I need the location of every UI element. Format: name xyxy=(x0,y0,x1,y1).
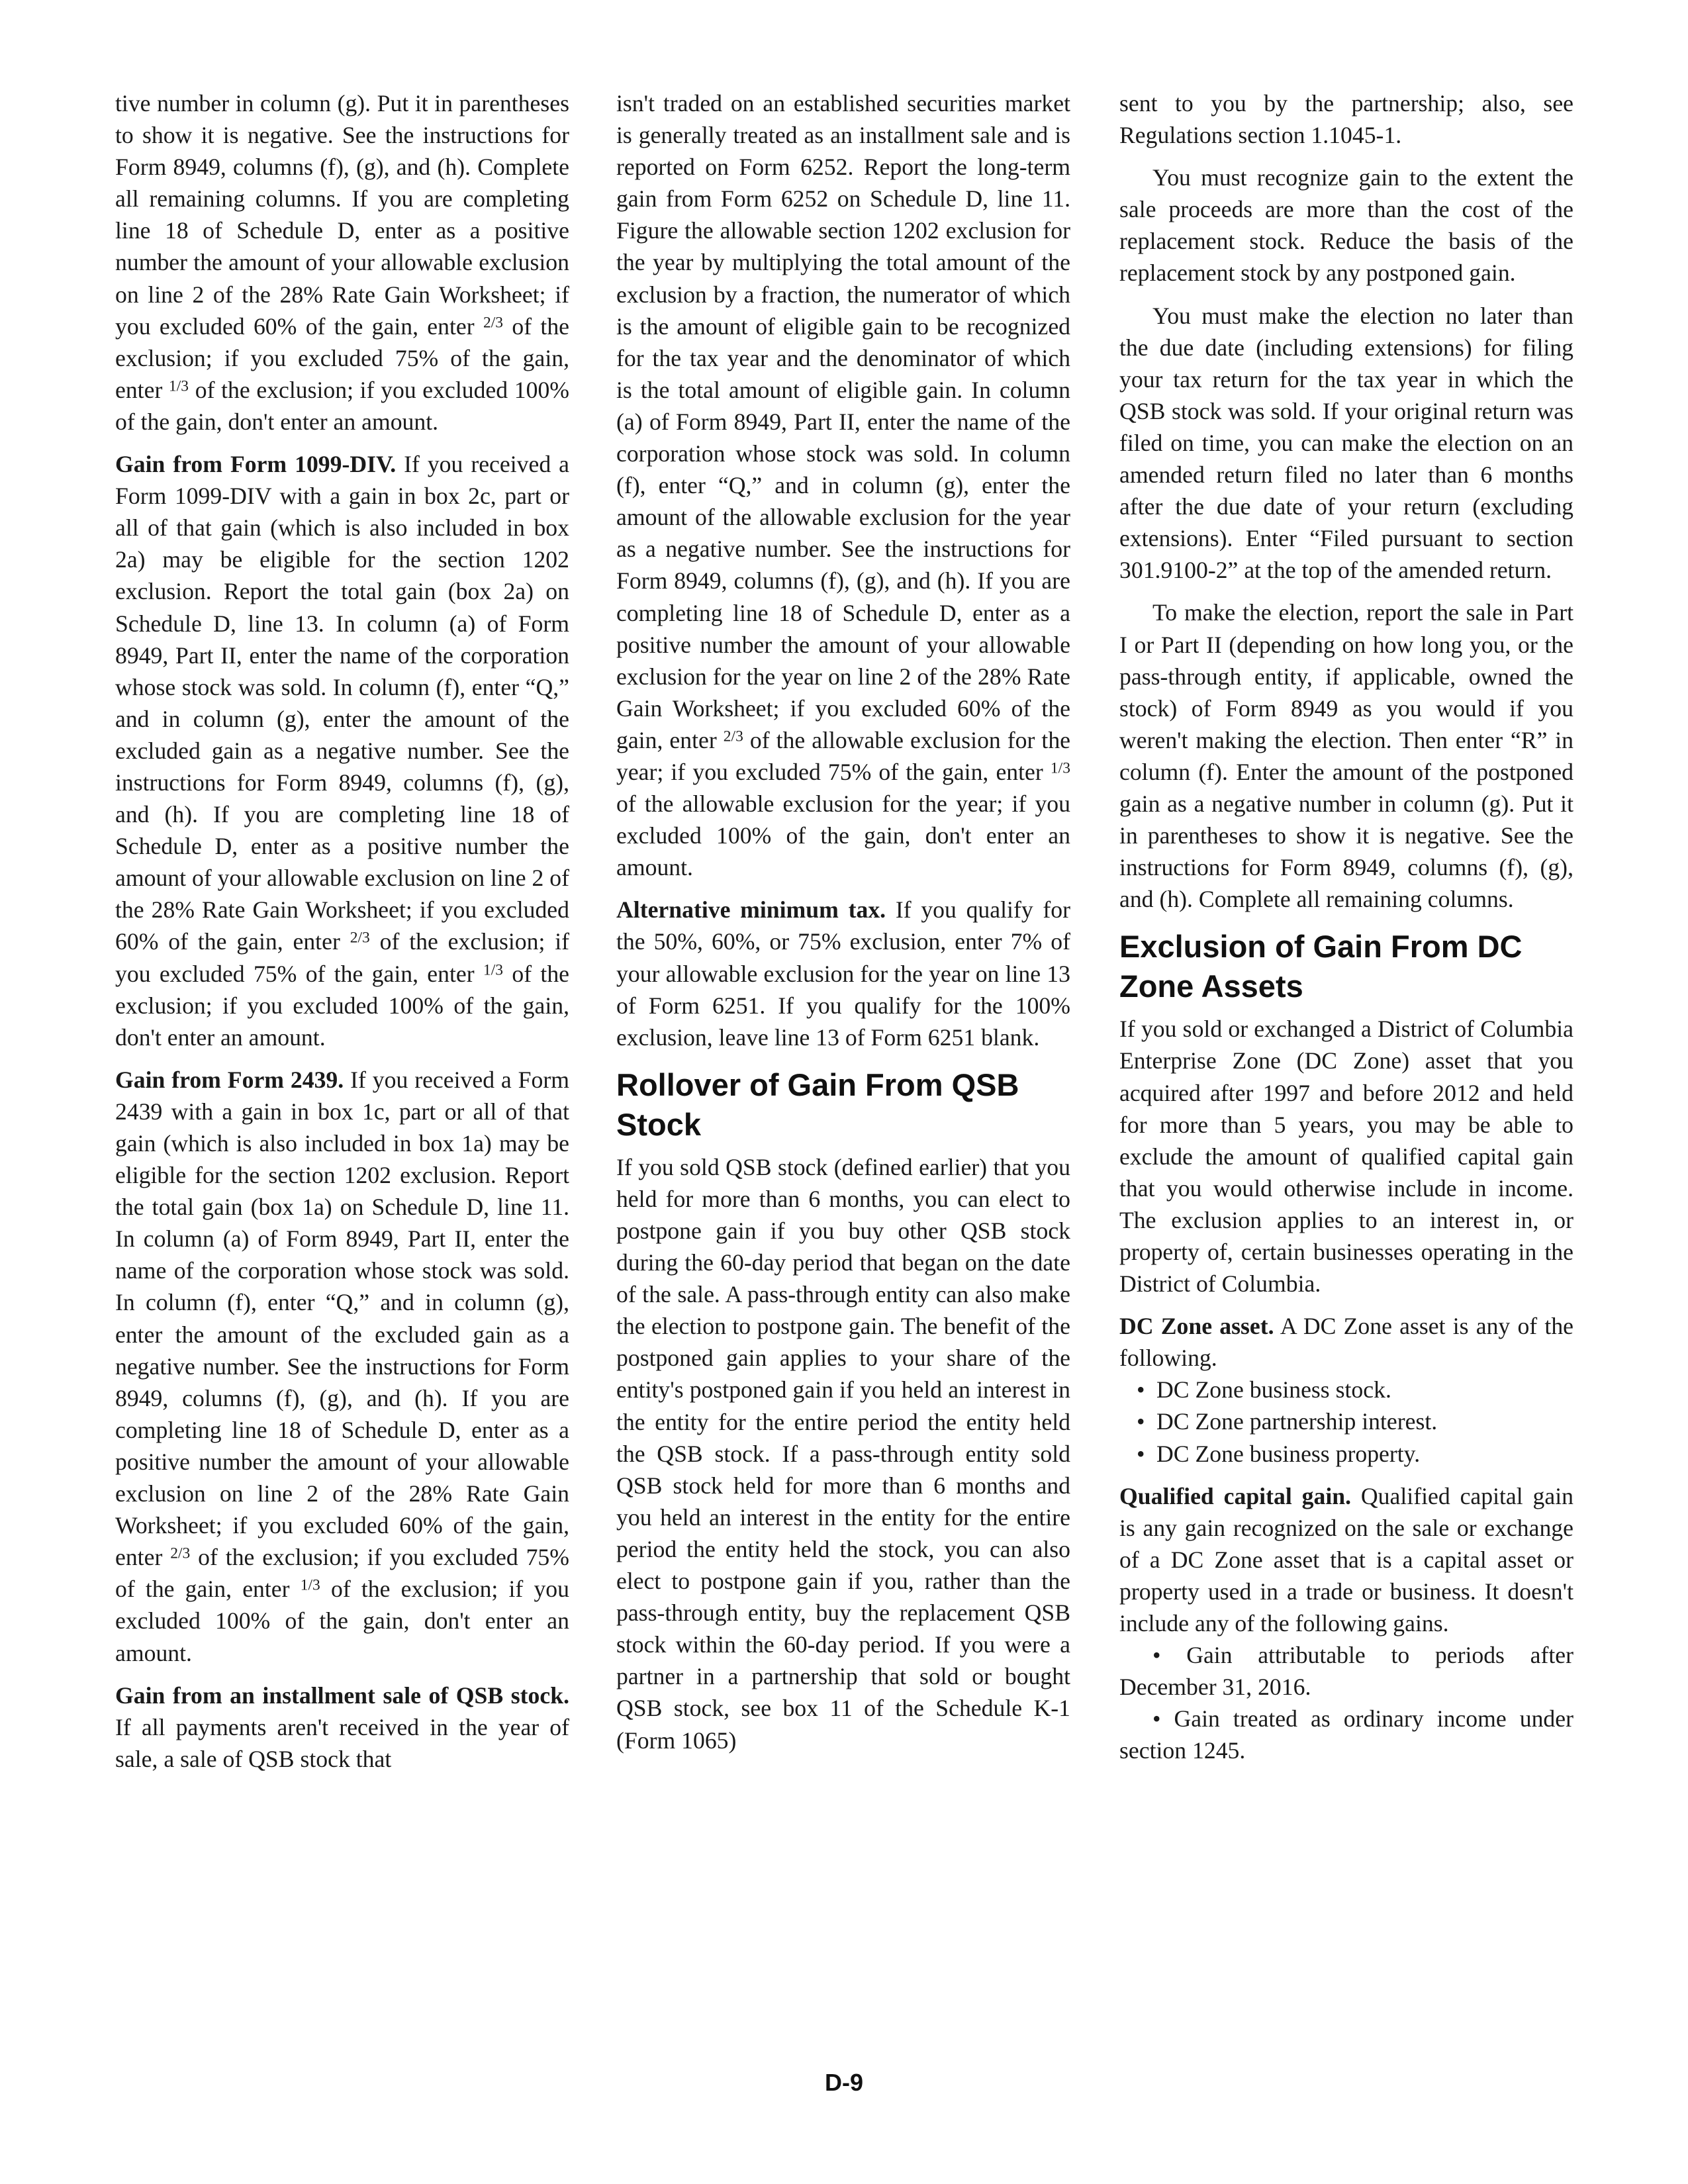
fraction: 1/3 xyxy=(1050,759,1070,777)
fraction: 1/3 xyxy=(168,377,189,395)
section-heading-dc-zone: Exclusion of Gain From DC Zone Assets xyxy=(1119,929,1523,1004)
run-in-heading: Gain from an installment sale of QSB stock. xyxy=(115,1682,569,1709)
paragraph-rollover: If you sold QSB stock (defined earlier) that you held for more than 6 months, you can elect to postpone gain if you buy other QSB stock during the 60-day period that began on the date of the sale. A pass-through entity can also make the election to postpone gain. The benefit of the postponed gain applies to your share of the entity's postponed gain if you held an interest in the entity for the entire period the entity held the QSB stock. If a pass-through entity sold QSB stock held for more than 6 months and you held an interest in the entity for the entire period the entity held the stock, you can also elect to postpone gain if you, rather than the pass-through entity, buy the replacement QSB stock within the 60-day period. If you were a partner in a partnership that sold or bought QSB stock, see box 11 of the Schedule K-1 (Form 1065) xyxy=(616,1153,1070,1754)
list-item: • DC Zone partnership interest. xyxy=(1156,1405,1573,1437)
page-number: D-9 xyxy=(824,2069,863,2096)
fraction: 2/3 xyxy=(350,929,370,947)
paragraph-form-1099-div: Gain from Form 1099-DIV. If you received a Form 1099-DIV with a gain in box 2c, part or all of that gain (which is also included in box 2a) may be eligible for the section 1202 exclusion. Report the total gain (box 2a) on Schedule D, line 13. In column (a) of Form 8949, Part II, enter the name of the corporation whose stock was sold. In column (f), enter “Q,” and in column (g), enter the amount of the excluded gain as a negative number. See the instructions for Form 8949, columns (f), (g), and (h). If you are completing line 18 of Schedule D, enter as a positive number the amount of your allowable exclusion on line 2 of the 28% Rate Gain Worksheet; if you excluded 60% of the gain, enter $^{2/3}$ of the exclusion; if you excluded 75% of the gain, enter $^{1/3}$ of the exclusion; if you excluded 100% of the gain, don't enter an amount. xyxy=(115,451,570,1051)
paragraph-qualified-capital-gain: Qualified capital gain. Qualified capital gain is any gain recognized on the sale or exchange of a DC Zone asset that is a capital asset or property used in a trade or business. It doesn't include any of the following gains. xyxy=(1119,1482,1574,1637)
column-left xyxy=(115,87,569,1775)
paragraph-election-deadline: You must make the election no later than the due date (including extensions) for filing your tax return for the tax year in which the QSB stock was sold. If your original return was filed on time, you can make the election on an amended return filed no later than 6 months after the due date of your return (excluding extensions). Enter “Filed pursuant to section 301.9100-2” at the top of the amended return. xyxy=(1119,302,1573,584)
paragraph-form-2439: Gain from Form 2439. If you received a Form 2439 with a gain in box 1c, part or all of that gain (which is also included in box 1a) may be eligible for the section 1202 exclusion. Report the total gain (box 1a) on Schedule D, line 11. In column (a) of Form 8949, Part II, enter the name of the corporation whose stock was sold. In column (f), enter “Q,” and in column (g), enter the amount of the excluded gain as a negative number. See the instructions for Form 8949, columns (f), (g), and (h). If you are completing line 18 of Schedule D, enter as a positive number the amount of your allowable exclusion on line 2 of the 28% Rate Gain Worksheet; if you excluded 60% of the gain, enter $^{2/3}$ of the exclusion; if you excluded 75% of the gain, enter $^{1/3}$ of the exclusion; if you excluded 100% of the gain, don't enter an amount. xyxy=(115,1066,569,1666)
bullet xyxy=(1152,1705,1174,1732)
run-in-heading: Alternative minimum tax. xyxy=(616,896,886,924)
fraction: 2/3 xyxy=(723,728,743,745)
paragraph-continued: tive number in column (g). Put it in parentheses to show it is negative. See the instructions for Form 8949, columns (f), (g), and (h). Complete all remaining columns. If you are completing line 18 of Schedule D, enter as a positive number the amount of your allowable exclusion on line 2 of the 28% Rate Gain Worksheet; if you excluded 60% of the gain, enter $^{2/3}$ of the exclusion; if you excluded 75% of the gain, enter $^{1/3}$ of the exclusion; if you excluded 100% of the gain, don't enter an amount. xyxy=(115,90,570,435)
paragraph-installment-sale: Gain from an installment sale of QSB stock. If all payments aren't received in the year of sale, a sale of QSB stock that xyxy=(115,1682,569,1772)
fraction: 1/3 xyxy=(483,961,504,978)
fraction: 1/3 xyxy=(300,1576,320,1594)
paragraph-dc-zone: If you sold or exchanged a District of Columbia Enterprise Zone (DC Zone) asset that you acquired after 1997 and before 2012 and held for more than 5 years, you may be able to exclude the amount of qualified capital gain that you would otherwise include in income. The exclusion applies to an interest in, or property of, certain businesses operating in the District of Columbia. xyxy=(1119,1016,1573,1298)
list-item: • Gain attributable to periods after December 31, 2016. xyxy=(1119,1639,1573,1703)
bullet xyxy=(1152,1642,1186,1668)
paragraph-recognize-gain: You must recognize gain to the extent the sale proceeds are more than the cost of the replacement stock. Reduce the basis of the replacement stock by any postponed gain. xyxy=(1119,164,1573,287)
list-item: • Gain treated as ordinary income under section 1245. xyxy=(1119,1703,1573,1766)
fraction: 2/3 xyxy=(170,1544,191,1562)
paragraph-alternative-minimum-tax: Alternative minimum tax. If you qualify for the 50%, 60%, or 75% exclusion, enter 7% of your allowable exclusion for the year on line 13 of Form 6251. If you qualify for the 100% exclusion, leave line 13 of Form 6251 blank. xyxy=(616,896,1071,1051)
run-in-heading: Gain from Form 2439. xyxy=(115,1066,344,1093)
list-item: • DC Zone business stock. xyxy=(1156,1374,1573,1405)
run-in-heading: Gain from Form 1099-DIV. xyxy=(115,451,397,478)
paragraph-installment-sale-continued: isn't traded on an established securities market is generally treated as an installment sale and is reported on Form 6252. Report the long-term gain from Form 6252 on Schedule D, line 11. Figure the allowable section 1202 exclusion for the year by multiplying the total amount of the exclusion by a fraction, the numerator of which is the amount of eligible gain to be recognized for the tax year and the denominator of which is the total amount of eligible gain. In column (a) of Form 8949, Part II, enter the name of the corporation whose stock was sold. In column (f), enter “Q,” and in column (g), enter the amount of the allowable exclusion for the year as a negative number. See the instructions for Form 8949, columns (f), (g), and (h). If you are completing line 18 of Schedule D, enter as a positive number the amount of your allowable exclusion for the year on line 2 of the 28% Rate Gain Worksheet; if you excluded 60% of the gain, enter $^{2/3}$ of the allowable exclusion for the year; if you excluded 75% of the gain, enter $^{1/3}$ of the allowable exclusion for the year; if you excluded 100% of the gain, don't enter an amount. xyxy=(616,90,1071,881)
run-in-heading: DC Zone asset. xyxy=(1119,1313,1274,1340)
dc-zone-asset-list xyxy=(1119,1374,1573,1469)
paragraph-rollover-continued: sent to you by the partnership; also, see Regulations section 1.1045-1. xyxy=(1119,90,1573,149)
section-heading-rollover: Rollover of Gain From QSB Stock xyxy=(616,1067,1019,1142)
fraction: 2/3 xyxy=(483,314,504,332)
list-item: • DC Zone business property. xyxy=(1156,1438,1573,1470)
run-in-heading: Qualified capital gain. xyxy=(1119,1482,1352,1509)
column-right xyxy=(1119,87,1573,1767)
paragraph-dc-zone-asset: DC Zone asset. A DC Zone asset is any of the following. xyxy=(1119,1313,1574,1372)
paragraph-make-election: To make the election, report the sale in Part I or Part II (depending on how long you, or the pass-through entity, if applicable, owned the stock) of Form 8949 as you would if you weren't making the election. Then enter “R” in column (f). Enter the amount of the postponed gain as a negative number in column (g). Put it in parentheses to show it is negative. See the instructions for Form 8949, columns (f), (g), and (h). Complete all remaining columns. xyxy=(1119,599,1573,913)
column-middle xyxy=(616,87,1070,1756)
